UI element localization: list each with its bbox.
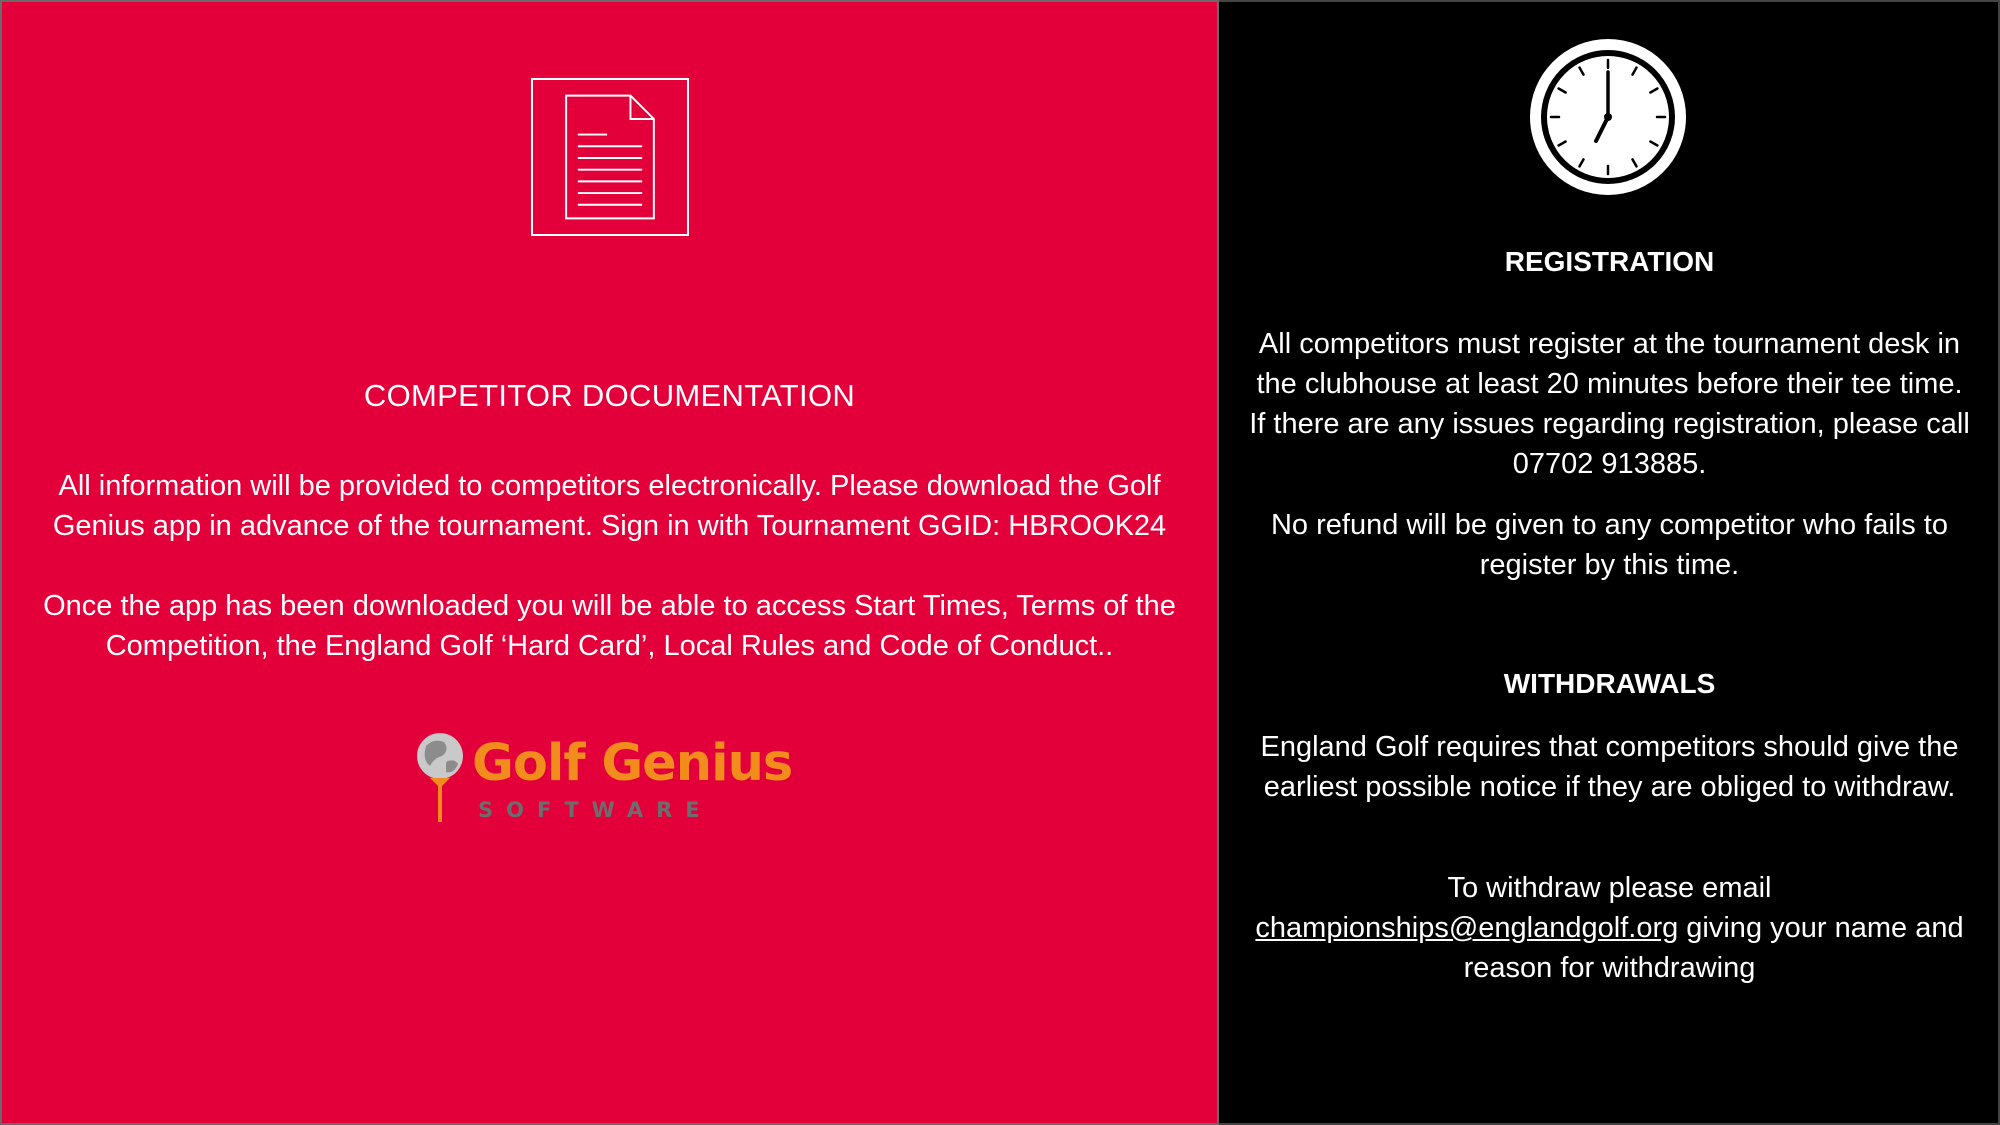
golf-genius-logo <box>412 728 812 828</box>
refund-paragraph: No refund will be given to any competitor who fails to register by this time. <box>1270 509 1948 581</box>
clock-icon <box>1529 38 1687 196</box>
registration-heading: REGISTRATION <box>1504 246 1715 277</box>
documentation-paragraph-app: All information will be provided to competitors electronically. Please download the Golf Genius app in advance of the tournament. Sign in with Tournament GGID: HBROOK24 <box>52 470 1167 542</box>
withdraw-email-prefix: To withdraw please email <box>1447 872 1772 904</box>
registration-panel <box>1219 0 2000 1125</box>
registration-paragraph: All competitors must register at the tournament desk in the clubhouse at least 20 minutes before their tee time. If there are any issues regarding registration, please call 07702 913885. <box>1249 328 1970 480</box>
document-icon <box>531 78 689 236</box>
withdraw-email-suffix: giving your name and reason for withdrawing <box>1463 912 1964 984</box>
withdraw-email-paragraph <box>1249 868 1970 988</box>
withdraw-email-link[interactable]: championships@englandgolf.org <box>1255 912 1679 944</box>
withdrawals-heading: WITHDRAWALS <box>1503 668 1716 699</box>
golf-genius-logo-name: Golf Genius <box>472 734 793 793</box>
golf-genius-logo-sub: SOFTWARE <box>478 798 713 822</box>
documentation-title: COMPETITOR DOCUMENTATION <box>363 378 856 413</box>
documentation-paragraph-access: Once the app has been downloaded you will be able to access Start Times, Terms of the Competition, the England Golf ‘Hard Card’, Local Rules and Code of Conduct.. <box>43 590 1176 662</box>
withdrawals-paragraph: England Golf requires that competitors should give the earliest possible notice if they are obliged to withdraw. <box>1260 731 1959 803</box>
